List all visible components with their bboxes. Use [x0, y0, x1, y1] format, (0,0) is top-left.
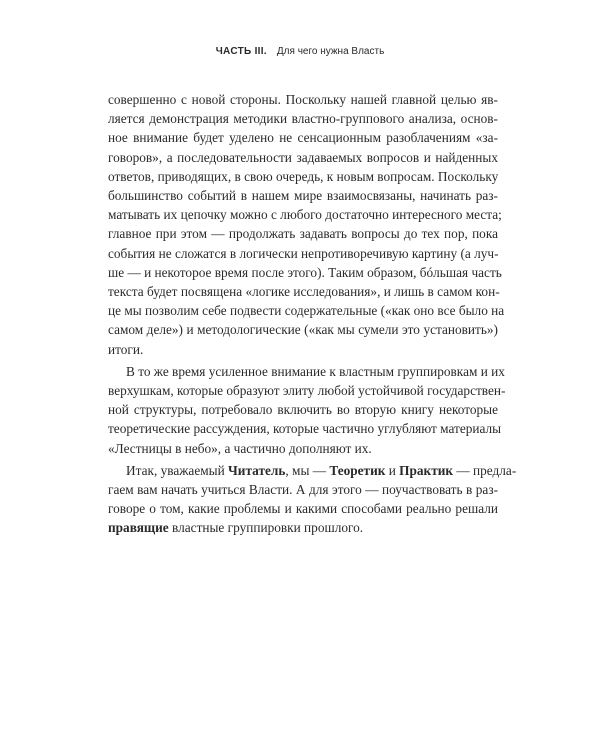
text-line: итоги. — [108, 341, 144, 357]
text-line: главное при этом — продолжать задавать вопросы до тех пор, пока — [108, 226, 498, 242]
emphasis-practitioner: Практик — [399, 462, 454, 478]
text-line: говоров», а последовательности задаваемых вопросов и найденных — [108, 149, 498, 165]
text-line: теоретические рассуждения, которые частично углубляют материалы — [108, 421, 502, 437]
text-line: верхушкам, которые образуют элиту любой устойчивой государствен- — [108, 383, 506, 399]
text-line: события не сложатся в логически непротиворечивую картину (а луч- — [108, 245, 499, 261]
emphasis-ruling: правящие — [108, 520, 169, 536]
text-line: ляется демонстрация методики властно-группового анализа, основ- — [108, 111, 498, 127]
text-line: це мы позволим себе подвести содержательные («как оно все было на — [108, 303, 505, 319]
text-line: гаем вам начать учиться Власти. А для этого — поучаствовать в раз- — [108, 482, 498, 498]
text-line: совершенно с новой стороны. Поскольку нашей главной целью яв- — [108, 92, 498, 107]
text-line: ное внимание будет уделено не сенсационным разоблачениям «за- — [108, 130, 498, 146]
text-run: — предла- — [453, 462, 517, 478]
chapter-title: Для чего нужна Власть — [276, 46, 385, 57]
text-line — [108, 461, 517, 480]
text-line: ответов, приводящих, в свою очередь, к новым вопросам. Поскольку — [108, 168, 499, 184]
emphasis-reader: Читатель — [228, 462, 286, 478]
text-run: властные группировки прошлого. — [168, 520, 364, 536]
body-text — [108, 90, 517, 541]
emphasis-theorist: Теоретик — [329, 462, 386, 478]
running-head — [0, 46, 600, 57]
text-line: «Лестницы в небо», а частично дополняют их. — [108, 440, 372, 456]
paragraph-3 — [108, 461, 517, 538]
text-run: и — [385, 462, 400, 478]
text-line: большинство событий в нашем мире взаимосвязаны, начинать раз- — [108, 188, 498, 204]
text-line: матывать их цепочку можно с любого достаточно интересного места; — [108, 207, 502, 223]
text-run: Итак, уважаемый — [126, 462, 229, 478]
text-line: самом деле») и методологические («как мы сумели это установить») — [108, 322, 498, 338]
part-label: ЧАСТЬ III. — [215, 46, 267, 57]
text-run: , мы — — [285, 462, 330, 478]
text-line: ной структуры, потребовало включить во вторую книгу некоторые — [108, 402, 498, 418]
paragraph-1 — [108, 90, 505, 359]
text-line: текста будет посвящена «логике исследования», и лишь в самом кон- — [108, 284, 500, 300]
text-line — [108, 518, 498, 537]
text-line: говоре о том, какие проблемы и какими способами реально решали — [108, 501, 498, 517]
text-line: В то же время усиленное внимание к властным группировкам и их — [126, 363, 505, 379]
text-line: ше — и некоторое время после этого). Таким образом, бóльшая часть — [108, 264, 502, 280]
paragraph-2 — [108, 362, 506, 458]
